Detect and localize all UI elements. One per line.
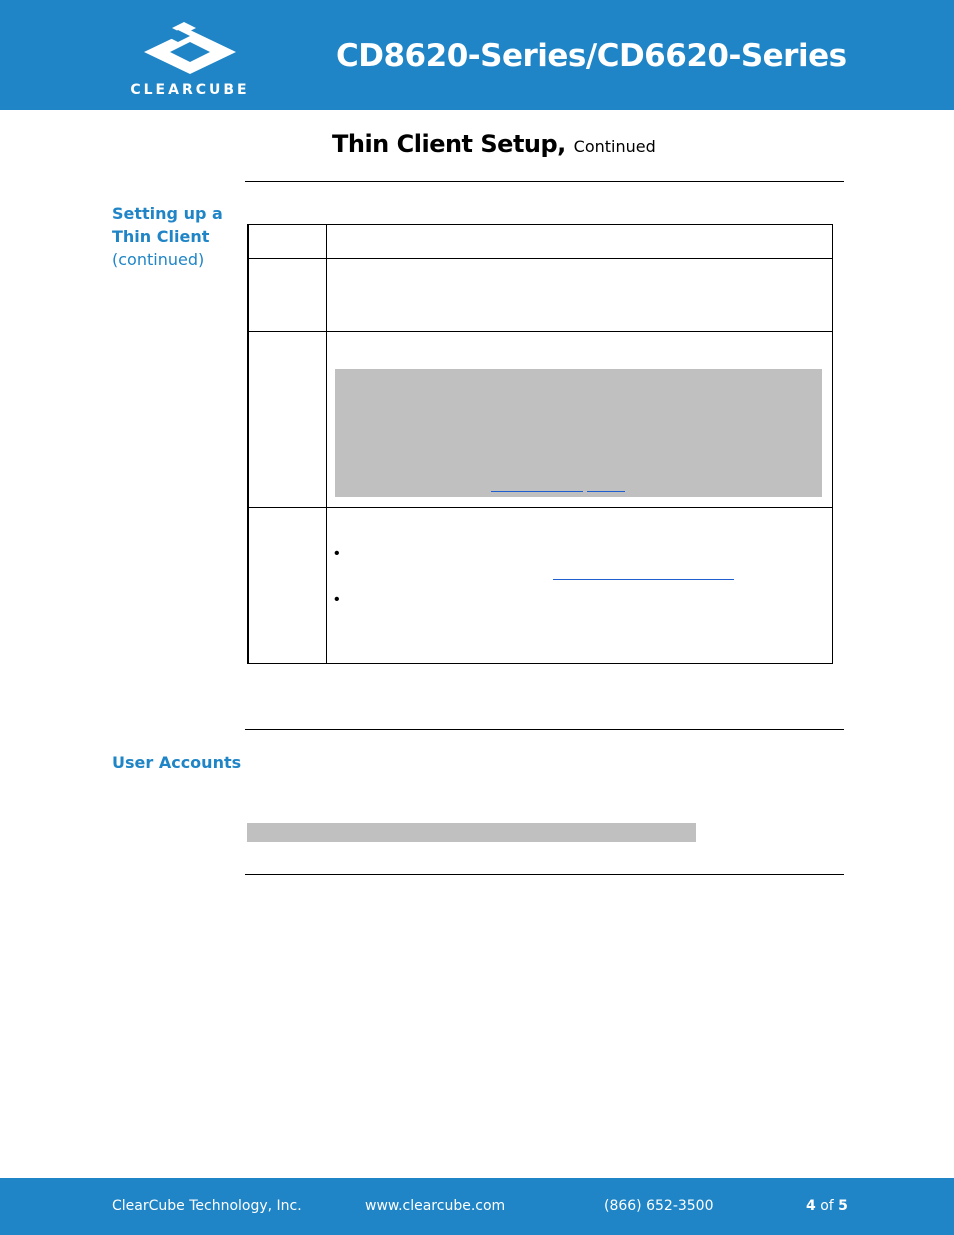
section-divider	[245, 729, 844, 730]
table-cell	[247, 331, 327, 508]
section-label-user-accounts	[112, 751, 241, 774]
page-current: 4	[806, 1198, 816, 1214]
page-total: 5	[838, 1198, 848, 1214]
section-label-setup	[112, 202, 223, 271]
table-cell	[326, 258, 833, 332]
footer-website[interactable]: www.clearcube.com	[365, 1198, 506, 1214]
document-title: CD8620-Series/CD6620-Series	[336, 38, 847, 74]
page-title-suffix: Continued	[573, 137, 656, 156]
logo-wordmark: CLEARCUBE	[130, 82, 250, 98]
table-cell	[247, 258, 327, 332]
table-cell	[247, 507, 327, 664]
hyperlink[interactable]	[553, 579, 734, 580]
section-label-line: User Accounts	[112, 753, 242, 772]
table-cell	[247, 224, 327, 259]
hyperlink[interactable]	[587, 491, 625, 492]
note-box	[247, 823, 696, 842]
header-banner	[0, 0, 954, 110]
steps-table	[247, 224, 833, 664]
page-number	[806, 1198, 848, 1214]
section-divider	[245, 874, 844, 875]
table-cell	[326, 224, 833, 259]
page-title-main: Thin Client Setup,	[332, 130, 566, 158]
note-box	[335, 369, 822, 497]
hyperlink[interactable]	[491, 491, 583, 492]
table-cell	[326, 507, 833, 664]
bullet-marker: •	[334, 591, 340, 608]
section-label-line: Setting up a	[112, 204, 223, 223]
footer-phone: (866) 652-3500	[604, 1198, 714, 1214]
bullet-marker: •	[334, 545, 340, 562]
cube-logo-icon	[112, 22, 268, 82]
footer-banner	[0, 1178, 954, 1235]
section-divider	[245, 181, 844, 182]
clearcube-logo	[112, 22, 268, 100]
footer-company: ClearCube Technology, Inc.	[112, 1198, 302, 1214]
page-of: of	[820, 1198, 834, 1214]
section-label-line: Thin Client	[112, 227, 210, 246]
section-label-line: (continued)	[112, 250, 205, 269]
page-title	[332, 130, 656, 158]
